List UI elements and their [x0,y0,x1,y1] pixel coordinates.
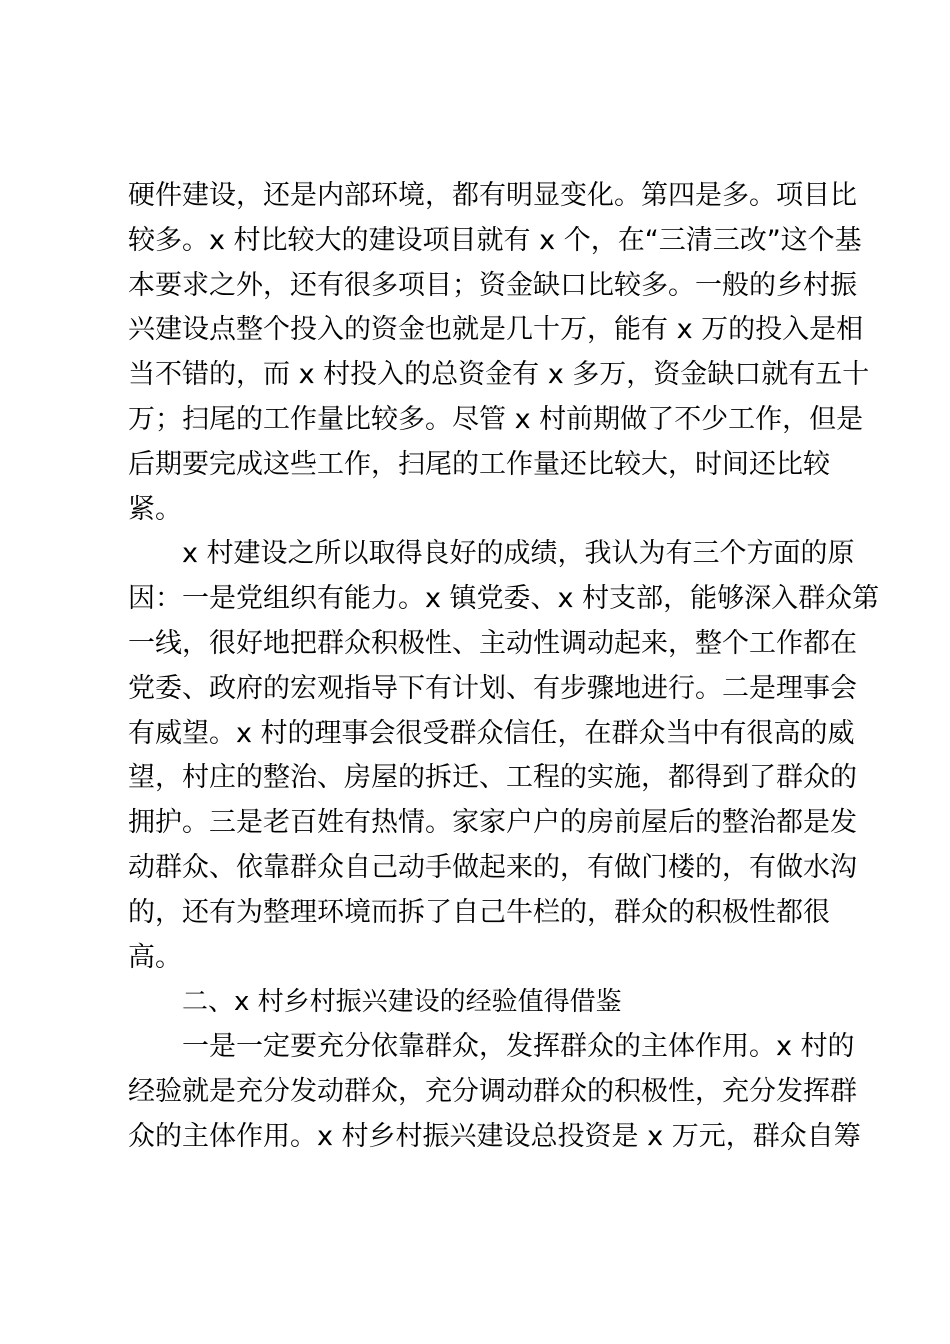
paragraph-line: 后期要完成这些工作，扫尾的工作量还比较大，时间还比较 [128,448,830,480]
paragraph-line: 因：一是党组织有能力。x 镇党委、x 村支部，能够深入群众第 [128,583,880,615]
paragraph-line: 众的主体作用。x 村乡村振兴建设总投资是 x 万元，群众自筹 [128,1120,861,1152]
paragraph [128,1025,861,1159]
paragraph [128,532,880,980]
paragraph-line: 望，村庄的整治、房屋的拆迁、工程的实施，都得到了群众的 [128,762,857,794]
paragraph-line: 经验就是充分发动群众，充分调动群众的积极性，充分发挥群 [128,1075,857,1107]
paragraph-line: 一线，很好地把群众积极性、主动性调动起来，整个工作都在 [128,627,857,659]
paragraph-line: 拥护。三是老百姓有热情。家家户户的房前屋后的整治都是发 [128,807,857,839]
paragraph [128,174,870,532]
paragraph-line: 有威望。x 村的理事会很受群众信任，在群众当中有很高的威 [128,717,855,749]
paragraph-line: 当不错的，而 x 村投入的总资金有 x 多万，资金缺口就有五十 [128,359,870,391]
paragraph-line: 紧。 [128,493,182,525]
section-heading [128,980,828,1025]
paragraph-line: 硬件建设，还是内部环境，都有明显变化。第四是多。项目比 [128,180,857,211]
paragraph-line: 兴建设点整个投入的资金也就是几十万，能有 x 万的投入是相 [128,314,864,346]
paragraph-line: 一是一定要充分依靠群众，发挥群众的主体作用。x 村的 [182,1031,855,1063]
document-body [128,174,880,1160]
paragraph-line: 动群众、依靠群众自己动手做起来的，有做门楼的，有做水沟 [128,851,857,883]
paragraph-line: 本要求之外，还有很多项目；资金缺口比较多。一般的乡村振 [128,269,857,301]
paragraph-line: x 村建设之所以取得良好的成绩，我认为有三个方面的原 [182,538,855,570]
paragraph-line: 万；扫尾的工作量比较多。尽管 x 村前期做了不少工作，但是 [128,403,864,435]
paragraph-line: 高。 [128,941,182,973]
paragraph-line: 的，还有为整理环境而拆了自己牛栏的，群众的积极性都很 [128,896,830,928]
paragraph-line: 党委、政府的宏观指导下有计划、有步骤地进行。二是理事会 [128,672,857,704]
paragraph-line: 较多。x 村比较大的建设项目就有 x 个，在“三清三改”这个基 [128,224,862,256]
paragraph-line: 二、x 村乡村振兴建设的经验值得借鉴 [182,987,622,1018]
